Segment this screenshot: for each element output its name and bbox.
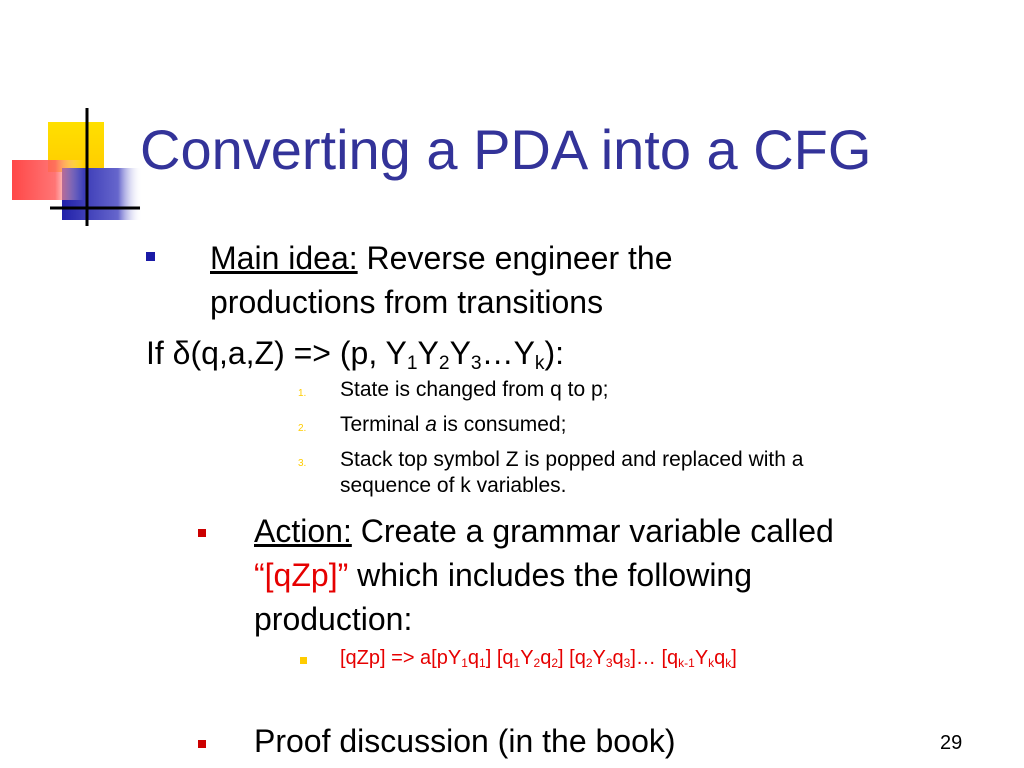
action-line3: production:	[254, 601, 413, 637]
action-text	[254, 509, 994, 641]
page-number: 29	[940, 732, 963, 754]
decorative-squares-logo	[0, 0, 160, 240]
transition-prefix: If δ(q,a,Z) => (p, Y	[146, 335, 407, 371]
subscript: 2	[438, 352, 450, 374]
bullet-square-icon	[198, 529, 206, 537]
action-label: Action:	[254, 513, 352, 549]
list-item-line1: Stack top symbol Z is popped and replaced with a	[340, 448, 804, 471]
list-item	[340, 412, 566, 438]
list-item: State is changed from q to p;	[340, 378, 609, 401]
symbol: Y	[417, 335, 439, 371]
bullet-square-icon	[300, 657, 307, 664]
list-item	[340, 447, 803, 499]
list-item-text: is consumed;	[436, 413, 567, 436]
list-number: 2.	[298, 423, 307, 434]
production-rule: $[qZp] => a[pY_1q_1]$ $[q_1Y_2q_2]$ $[q_2Y_3q_3]\dots$ $[q_{k-1}Y_kq_k]$	[340, 647, 737, 670]
main-idea-label: Main idea:	[210, 240, 358, 276]
action-line1: Create a grammar variable called	[351, 513, 834, 549]
subscript: 3	[470, 352, 482, 374]
variable-name: “[qZp]”	[254, 557, 349, 593]
bullet-square-icon	[198, 740, 206, 748]
list-item-text: Terminal	[340, 413, 426, 436]
subscript: 1	[406, 352, 418, 374]
list-number: 1.	[298, 388, 307, 399]
list-number: 3.	[298, 458, 307, 469]
main-idea-line2: productions from transitions	[210, 284, 604, 320]
main-idea-text	[210, 236, 910, 324]
proof-text: Proof discussion (in the book)	[254, 723, 676, 759]
slide-title: Converting a PDA into a CFG	[140, 118, 872, 181]
subscript: k	[534, 352, 545, 374]
symbol: Y	[449, 335, 471, 371]
symbol: …Y	[481, 335, 535, 371]
list-item-line2: sequence of k variables.	[340, 474, 567, 497]
terminal-symbol: a	[425, 413, 437, 436]
transition-line	[146, 333, 564, 373]
action-line2: which includes the following	[348, 557, 753, 593]
main-idea-line1: Reverse engineer the	[357, 240, 673, 276]
transition-suffix: ):	[544, 335, 565, 371]
bullet-square-icon	[146, 252, 155, 261]
